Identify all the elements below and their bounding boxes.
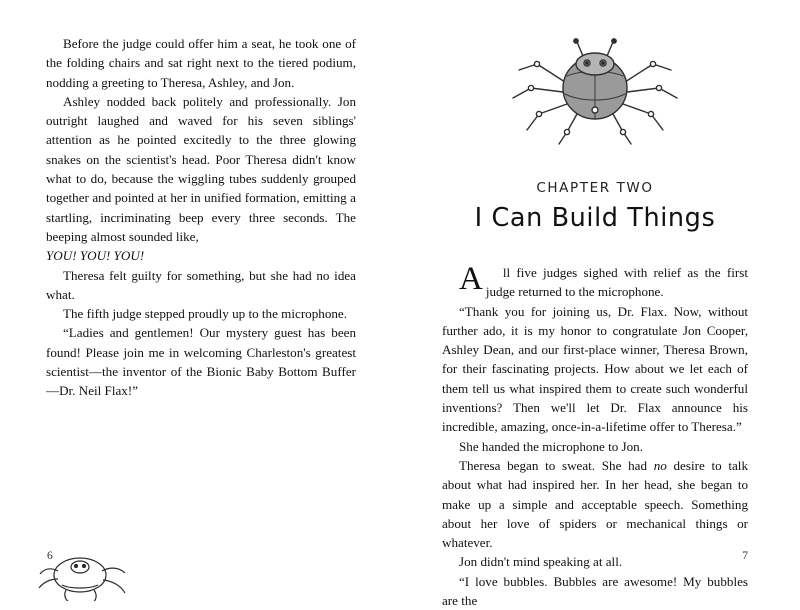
emphasized-text: YOU! YOU! YOU! bbox=[46, 248, 145, 264]
paragraph: Theresa felt guilty for something, but she had no idea what. bbox=[46, 267, 356, 302]
paragraph: Ashley nodded back politely and professionally. Jon outright laughed and waved for his seven siblings' attention as he pointed excitedly to the three glowing snakes on the scientist's head. Poor Theresa didn't know what to do, because the wiggling tubes suddenly grouped together and pointed at her in unified formation, emitting a startling, incriminating beep every three seconds. The beeping almost sounded like, bbox=[46, 93, 356, 244]
page-number-right: 7 bbox=[742, 550, 748, 562]
paragraph: Before the judge could offer him a seat, he took one of the folding chairs and sat right next to the tiered podium, nodding a greeting to Theresa, Ashley, and Jon. bbox=[46, 36, 356, 90]
chapter-label: CHAPTER TWO bbox=[536, 180, 654, 196]
drop-cap: A bbox=[459, 261, 483, 297]
paragraph: “Thank you for joining us, Dr. Flax. Now, without further ado, it is my honor to congratulate Jon Cooper, Ashley Dean, and our first-place winner, Theresa Brown, for their fascinating projects. How about we let each of them tell us what inspired them to create such wonderful inventions? Then we'll let Dr. Flax announce his incredible, amazing, once-in-a-lifetime offer to Theresa.” bbox=[442, 303, 748, 435]
dropcap-paragraph-text: ll five judges sighed with relief as the first judge returned to the microphone. bbox=[485, 265, 748, 300]
emphasized-text: no bbox=[653, 457, 667, 473]
paragraph: “I love bubbles. Bubbles are awesome! My bubbles are the bbox=[442, 573, 748, 609]
paragraph-italic bbox=[46, 246, 356, 265]
chapter-title: I Can Build Things bbox=[474, 203, 716, 233]
bug-corner-icon bbox=[36, 541, 186, 601]
left-page bbox=[0, 0, 400, 595]
mechanical-bug-icon bbox=[442, 36, 748, 154]
dropcap-paragraph bbox=[442, 263, 748, 302]
paragraph: The fifth judge stepped proudly up to the microphone. bbox=[63, 306, 347, 322]
page-number-left: 6 bbox=[47, 550, 53, 562]
paragraph: She handed the microphone to Jon. bbox=[459, 438, 644, 454]
paragraph: Jon didn't mind speaking at all. bbox=[459, 554, 623, 570]
left-page-body bbox=[46, 34, 356, 401]
paragraph: Theresa began to sweat. She had no desire to talk about what had inspired her. In her head, she began to make up a simple and acceptable speech. Something about her love of spiders or mechanical things or whatever. bbox=[442, 457, 748, 551]
right-page-body bbox=[442, 263, 748, 610]
right-page bbox=[400, 0, 800, 609]
paragraph: “Ladies and gentlemen! Our mystery guest has been found! Please join me in welcoming Charleston's greatest scientist—the inventor of the Bionic Baby Bottom Buffer—Dr. Neil Flax!” bbox=[46, 325, 356, 399]
